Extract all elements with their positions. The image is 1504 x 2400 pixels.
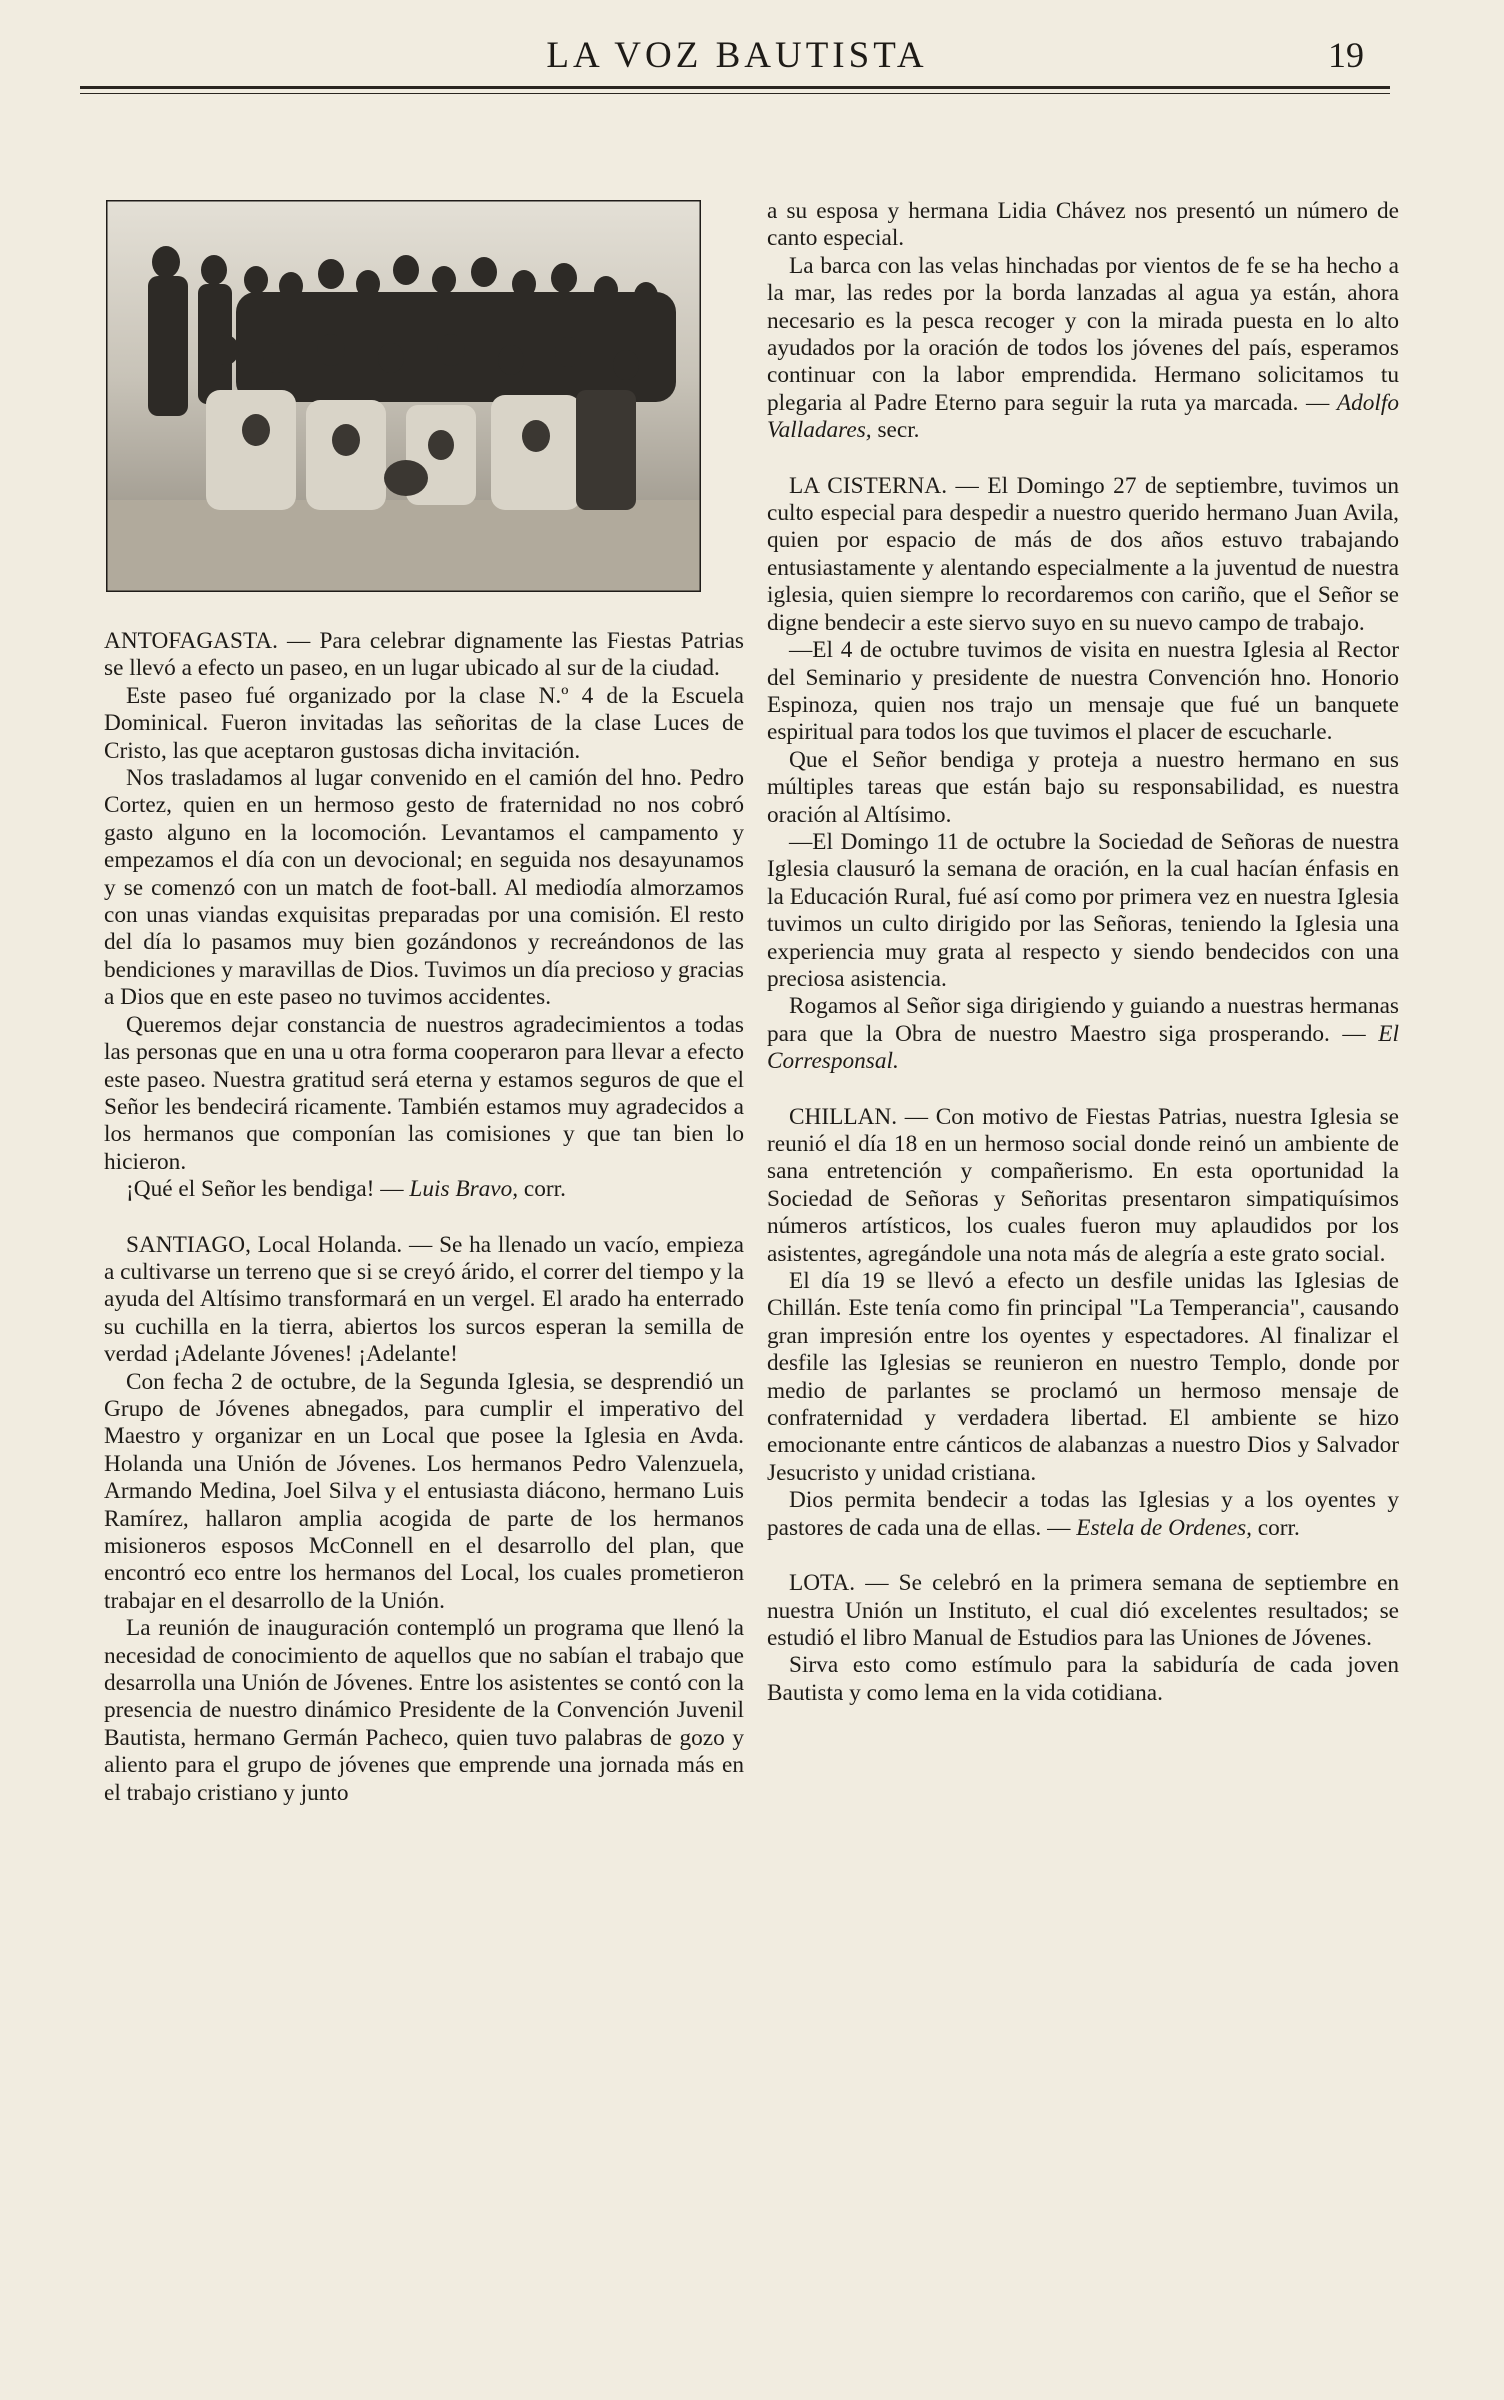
paragraph-text: Nos trasladamos al lugar convenido en el camión del hno. Pedro Cortez, quien en un hermoso gesto de fraternidad no nos cobró gasto alguno en la locomoción. Levantamos el campamento y empezamos el día con un devocional; en seguida nos desayunamos y se comenzó con un match de foot-ball. Al mediodía almorzamos con unas viandas exquisitas preparadas por una comisión. El resto del día lo pasamos muy bien gozándonos y recreándonos de las bendiciones y maravillas de Dios. Tuvimos un día precioso y gracias a Dios que en este paseo no tuvimos accidentes. — [104, 765, 744, 1011]
article-paragraph — [104, 1615, 744, 1807]
magazine-title: LA VOZ BAUTISTA — [546, 35, 928, 76]
signature-role: corr. — [518, 1176, 566, 1203]
signature-role: corr. — [1251, 1514, 1300, 1541]
left-column — [104, 628, 744, 1807]
header-rule-thick — [80, 86, 1390, 89]
paragraph-text: La barca con las velas hinchadas por vientos de fe se ha hecho a la mar, las redes por la borda lanzadas al agua ya están, ahora necesario es la pesca recoger y con la mirada puesta en lo alto ayudados por la oración de todos los jóvenes del país, esperamos continuar con la labor emprendida. Hermano solicitamos tu plegaria al Padre Eterno para seguir la ruta ya marcada. — — [767, 252, 1399, 416]
header-rule-thin — [80, 93, 1390, 94]
article-paragraph — [104, 1369, 744, 1616]
article-paragraph — [104, 1232, 744, 1369]
paragraph-text: SANTIAGO, Local Holanda. — Se ha llenado un vacío, empieza a cultivarse un terreno que si se creyó árido, el correr del tiempo y la ayuda del Altísimo transformará en un vergel. El arado ha enterrado su cuchilla en la tierra, abiertos los surcos esperan la semilla de verdad ¡Adelante Jóvenes! ¡Adelante! — [104, 1231, 744, 1368]
article-paragraph — [767, 198, 1399, 253]
right-column — [767, 198, 1399, 1707]
author-signature: Estela de Ordenes, — [1076, 1514, 1252, 1541]
paragraph-text: a su esposa y hermana Lidia Chávez nos presentó un número de canto especial. — [767, 198, 1399, 252]
article-paragraph — [767, 253, 1399, 445]
article-paragraph — [767, 1104, 1399, 1268]
article-paragraph — [767, 1570, 1399, 1652]
author-signature: Adolfo Valladares, — [767, 389, 1399, 444]
page-header — [72, 28, 1402, 88]
article-paragraph — [104, 628, 744, 683]
paragraph-text: La reunión de inauguración contempló un programa que llenó la necesidad de conocimiento de aquellos que no sabían el trabajo que desarrolla una Unión de Jóvenes. Entre los asistentes se contó con la presencia de nuestro dinámico Presidente de la Convención Juvenil Bautista, hermano Germán Pacheco, quien tuvo palabras de gozo y aliento para el grupo de jóvenes que emprende una jornada más en el trabajo cristiano y junto — [104, 1615, 744, 1806]
paragraph-text: Que el Señor bendiga y proteja a nuestro hermano en sus múltiples tareas que están bajo su responsabilidad, es nuestra oración al Altísimo. — [767, 746, 1399, 828]
signature-role: secr. — [871, 417, 920, 444]
paragraph-text: Con fecha 2 de octubre, de la Segunda Iglesia, se desprendió un Grupo de Jóvenes abnegados, para cumplir el imperativo del Maestro y organizar en un Local que posee la Iglesia en Avda. Holanda una Unión de Jóvenes. Los hermanos Pedro Valenzuela, Armando Medina, Joel Silva y el entusiasta diácono, hermano Luis Ramírez, hallaron amplia acogida de parte de los hermanos misioneros esposos McConnell en el desarrollo del plan, que encontró eco entre los hermanos del Local, los cuales prometieron trabajar en el desarrollo de la Unión. — [104, 1368, 744, 1614]
author-signature: El Corresponsal. — [767, 1020, 1399, 1075]
paragraph-text: Dios permita bendecir a todas las Iglesias y a los oyentes y pastores de cada una de ellas. — — [767, 1487, 1399, 1541]
article-paragraph — [104, 765, 744, 1012]
group-photo-image — [106, 200, 701, 592]
paragraph-text: Rogamos al Señor siga dirigiendo y guiando a nuestras hermanas para que la Obra de nuestro Maestro siga prosperando. — — [767, 993, 1399, 1047]
page-number: 19 — [1328, 35, 1364, 75]
author-signature: Luis Bravo, — [409, 1176, 519, 1203]
paragraph-text: LOTA. — Se celebró en la primera semana de septiembre en nuestra Unión un Instituto, el cual dió excelentes resultados; se estudió el libro Manual de Estudios para las Uniones de Jóvenes. — [767, 1570, 1399, 1651]
paragraph-text: Sirva esto como estímulo para la sabiduría de cada joven Bautista y como lema en la vida cotidiana. — [767, 1652, 1399, 1706]
paragraph-text: Este paseo fué organizado por la clase N.º 4 de la Escuela Dominical. Fueron invitadas las señoritas de la clase Luces de Cristo, las que aceptaron gustosas dicha invitación. — [104, 682, 744, 764]
article-paragraph — [767, 1652, 1399, 1707]
paragraph-text: Queremos dejar constancia de nuestros agradecimientos a todas las personas que en una u otra forma cooperaron para llevar a efecto este paseo. Nuestra gratitud será eterna y estamos seguros de que el Señor les bendecirá ricamente. También estamos muy agradecidos a los hermanos que componían las comisiones y que tan bien lo hicieron. — [104, 1011, 744, 1175]
paragraph-text: —El 4 de octubre tuvimos de visita en nuestra Iglesia al Rector del Seminario y presidente de nuestra Convención hno. Honorio Espinoza, quien nos trajo un mensaje que fué un banquete espiritual para todos los que tuvimos el placer de escucharle. — [767, 637, 1399, 746]
paragraph-text: ¡Qué el Señor les bendiga! — — [126, 1176, 410, 1203]
article-paragraph — [104, 1012, 744, 1176]
paragraph-text: El día 19 se llevó a efecto un desfile unidas las Iglesias de Chillán. Este tenía como fin principal "La Temperancia", causando gran impresión entre los oyentes y espectadores. Al finalizar el desfile las Iglesias se reunieron en nuestro Templo, donde por medio de parlantes se proclamó un hermoso mensaje de confraternidad y verdadera libertad. El ambiente se hizo emocionante entre cánticos de alabanzas a nuestro Dios y Salvador Jesucristo y unidad cristiana. — [767, 1268, 1399, 1486]
article-paragraph — [767, 747, 1399, 829]
group-photo — [106, 200, 701, 592]
paragraph-text: CHILLAN. — Con motivo de Fiestas Patrias, nuestra Iglesia se reunió el día 18 en un hermoso social donde reinó un ambiente de sana entretención y compañerismo. En esta oportunidad la Sociedad de Señoras y Señoritas presentaron simpatiquísimos números artísticos, los cuales fueron muy aplaudidos por los asistentes, agregándole una nota más de alegría a este grato social. — [767, 1103, 1399, 1267]
paragraph-text: LA CISTERNA. — El Domingo 27 de septiembre, tuvimos un culto especial para despedir a nuestro querido hermano Juan Avila, quien por espacio de más de dos años estuvo trabajando entusiastamente y alentando especialmente a la juventud de nuestra iglesia, quien siempre lo recordaremos con cariño, que el Señor se digne bendecir a este siervo suyo en su nuevo campo de trabajo. — [767, 472, 1399, 636]
article-paragraph — [767, 1487, 1399, 1542]
article-paragraph — [767, 1268, 1399, 1487]
article-paragraph — [104, 1176, 744, 1203]
article-paragraph — [767, 993, 1399, 1075]
article-paragraph — [767, 829, 1399, 993]
article-paragraph — [104, 683, 744, 765]
paragraph-text: —El Domingo 11 de octubre la Sociedad de Señoras de nuestra Iglesia clausuró la semana de oración, en la cual hacían énfasis en la Educación Rural, fué así como por primera vez en nuestra Iglesia tuvimos un culto dirigido por las Señoras, teniendo la Iglesia una experiencia muy grata al respecto y siendo bendecidos con una preciosa asistencia. — [767, 828, 1399, 992]
article-paragraph — [767, 473, 1399, 637]
paragraph-text: ANTOFAGASTA. — Para celebrar dignamente las Fiestas Patrias se llevó a efecto un paseo, en un lugar ubicado al sur de la ciudad. — [104, 628, 744, 682]
article-paragraph — [767, 637, 1399, 747]
